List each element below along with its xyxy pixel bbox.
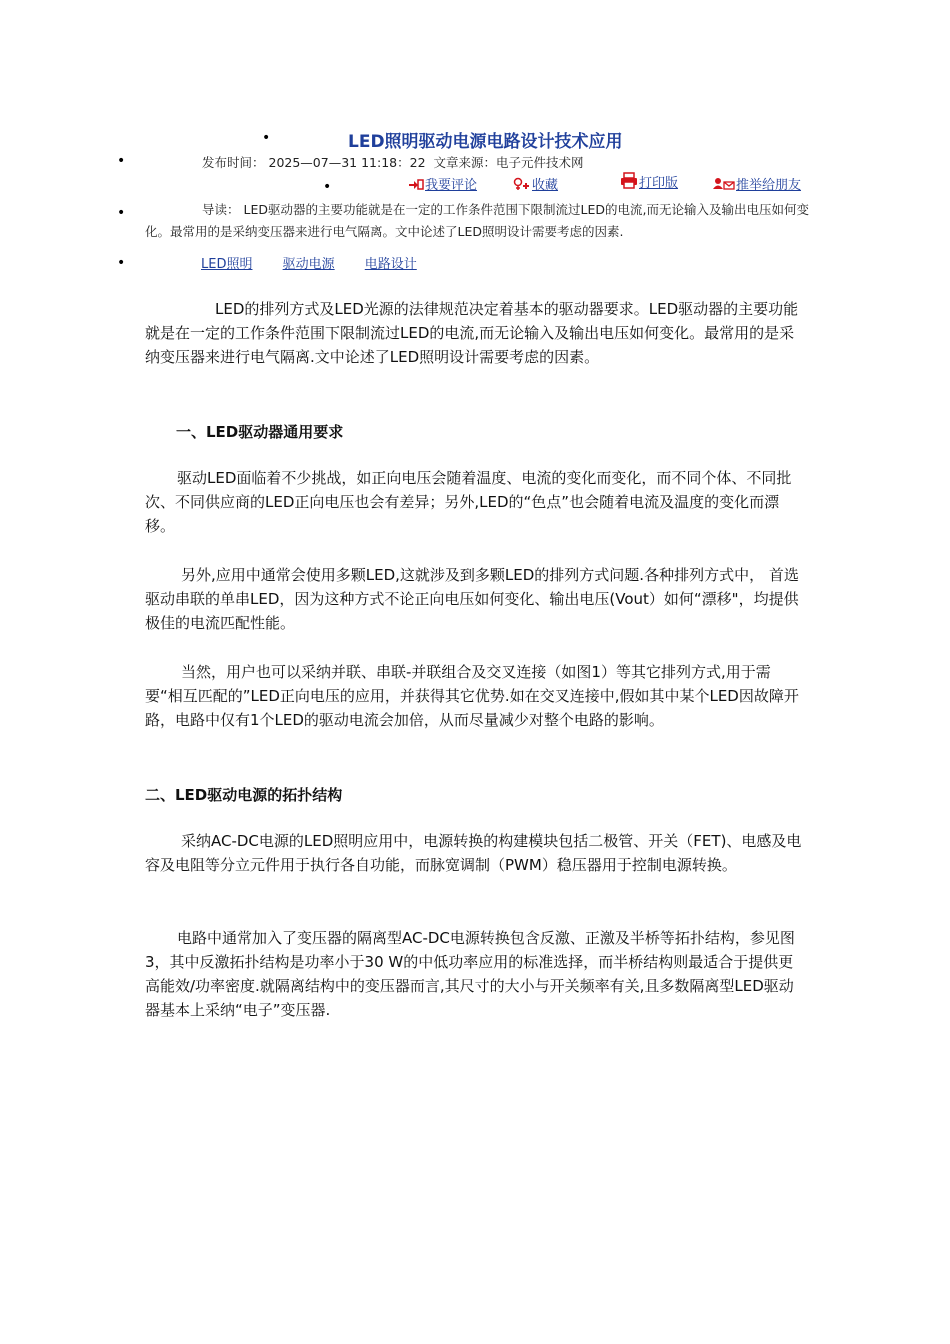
tag-list [201, 253, 443, 272]
list-bullet: • [117, 153, 126, 169]
list-bullet: • [262, 130, 271, 146]
favorite-link[interactable] [513, 174, 558, 193]
recommend-friend-icon [713, 177, 735, 191]
comment-link[interactable] [408, 174, 477, 193]
publish-info [202, 153, 584, 171]
recommend-label: 推举给朋友 [736, 178, 802, 193]
article-title: LED照明驱动电源电路设计技术应用 [348, 132, 623, 152]
paragraph-text: 电路中通常加入了变压器的隔离型AC-DC电源转换包含反激、正激及半桥等拓扑结构，参见图3，其中反激拓扑结构是功率小于30 W的中低功率应用的标准选择，而半桥结构则最适合于提供更高能效/功率密度.就隔离结构中的变压器而言,其尺寸的大小与开关频率有关,且多数隔离型LED驱动器基本上采纳“电子”变压器. [145, 929, 795, 1019]
body-paragraph [145, 466, 805, 538]
print-label: 打印版 [639, 176, 679, 191]
favorite-icon [513, 177, 531, 191]
body-paragraph [145, 563, 805, 635]
printer-icon [620, 172, 638, 189]
list-bullet: • [117, 205, 126, 221]
publish-label: 发布时间： [202, 155, 265, 170]
tag-led-lighting[interactable]: LED照明 [201, 257, 253, 272]
paragraph-text: 采纳AC-DC电源的LED照明应用中，电源转换的构建模块包括二极管、开关（FET)、电感及电容及电阻等分立元件用于执行各自功能，而脉宽调制（PWM）稳压器用于控制电源转换。 [145, 832, 802, 874]
recommend-link[interactable] [713, 174, 801, 193]
lead-label: 导读： [202, 202, 240, 217]
tag-circuit-design[interactable]: 电路设计 [364, 257, 417, 272]
lead-text: LED驱动器的主要功能就是在一定的工作条件范围下限制流过LED的电流,而无论输入及输出电压如何变化。最常用的是采纳变压器来进行电气隔离。文中论述了LED照明设计需要考虑的因素. [145, 202, 809, 239]
paragraph-text: 当然，用户也可以采纳并联、串联-并联组合及交叉连接（如图1）等其它排列方式,用于需要“相互匹配的”LED正向电压的应用，并获得其它优势.如在交叉连接中,假如其中某个LED因故障开路，电路中仅有1个LED的驱动电流会加倍，从而尽量减少对整个电路的影响。 [145, 663, 799, 729]
article-source: 电子元件技术网 [496, 155, 584, 170]
body-paragraph [145, 926, 805, 1022]
list-bullet: • [323, 179, 332, 195]
publish-time: 2025—07—31 11:18：22 [268, 155, 426, 170]
body-paragraph [145, 297, 805, 369]
list-bullet: • [117, 255, 126, 271]
section-heading: 一、LED驱动器通用要求 [176, 423, 344, 441]
comment-label: 我要评论 [425, 178, 478, 193]
paragraph-text: LED的排列方式及LED光源的法律规范决定着基本的驱动器要求。LED驱动器的主要功能就是在一定的工作条件范围下限制流过LED的电流,而无论输入及输出电压如何变化。最常用的是采纳变压器来进行电气隔离.文中论述了LED照明设计需要考虑的因素。 [145, 300, 799, 366]
paragraph-text: 另外,应用中通常会使用多颗LED,这就涉及到多颗LED的排列方式问题.各种排列方式中， 首选驱动串联的单串LED，因为这种方式不论正向电压如何变化、输出电压(Vout）如何“漂移"，均提供极佳的电流匹配性能。 [145, 566, 799, 632]
body-paragraph [145, 660, 805, 732]
tag-driver-power[interactable]: 驱动电源 [282, 257, 335, 272]
comment-icon [408, 178, 424, 191]
print-link[interactable] [620, 172, 678, 191]
section-heading: 二、LED驱动电源的拓扑结构 [145, 786, 343, 804]
lead-summary [145, 199, 815, 243]
source-label: 文章来源： [433, 155, 497, 170]
paragraph-text: 驱动LED面临着不少挑战，如正向电压会随着温度、电流的变化而变化，而不同个体、不同批次、不同供应商的LED正向电压也会有差异；另外,LED的“色点”也会随着电流及温度的变化而漂移。 [145, 469, 792, 535]
body-paragraph [145, 829, 805, 877]
favorite-label: 收藏 [532, 178, 559, 193]
